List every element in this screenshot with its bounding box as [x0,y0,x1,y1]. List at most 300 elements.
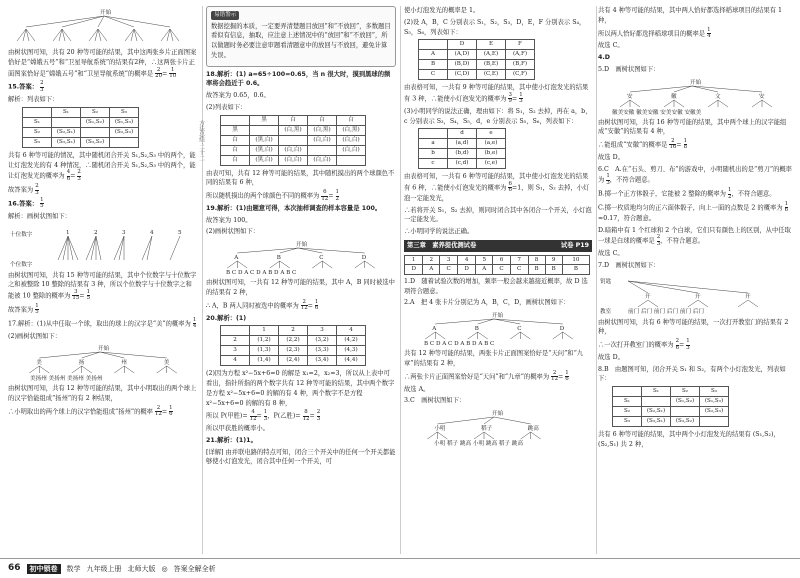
answer-6: 6.C A.在“石头、剪刀、布”的游戏中，小明随机出的是“剪刀”的概率为 [598,165,792,184]
tree-node-label: 跳高 [527,426,539,432]
tree-node-label: C [319,255,324,262]
table-cell: A [419,50,448,60]
table-cell: S₃ [613,417,642,427]
fraction: $\frac{1}{3}$ [606,173,610,186]
text: 共有 6 种等可能的结果，其中两个小灯泡发光的结果有 (S₁,S₂)，(S₂,S₁) 共 2 种， [598,431,780,448]
text: 故选 C。 [598,42,624,50]
table-cell: (3,3) [308,346,337,356]
text: 故选 D。 [598,153,624,161]
tree-node-label: C [517,326,522,333]
tree-node-label: 徽 [671,93,677,100]
text-p1: 由树状图可知，共有 20 种等可能的结果，其中这两张乡片正面图案恰好是“嫦娥五号”和“卫星导航系统”的结果有2种，∴这两张卡片正面图案恰好是“嫦娥五号”和“卫星导航系统”的概率是 [8,49,197,77]
tree-node-label: 美 [36,360,42,367]
table-cell [279,135,308,145]
answer-label: 答案全解全析 [173,564,216,573]
tree-node-label: D [559,326,565,333]
tree-branch [638,300,648,307]
text: (2)设 A，B，C 分别表示 S₁，S₂，S₃，D，E，F 分别表示 S₄，S₅，S₆，列表如下： [404,18,586,36]
table-cell: (S₃,S₂) [671,417,700,427]
table-cell: (S₁,S₃) [110,117,139,127]
tree-branch [478,332,488,339]
fraction: $\frac{1}{2}$ [335,189,339,202]
tree19-top: 开始 [296,242,308,249]
tree-branch [762,100,772,107]
table-cell: 4 [221,356,250,366]
tree-level2: 小明 稻子 跳高 小明 跳高 稻子 跳高 [434,441,523,447]
text: 所以随机摸出的两个球颜色不同的概率为 [206,192,320,200]
tree-branch [62,16,104,27]
tree-branch [692,86,762,92]
table-cell: 5 [476,255,493,265]
table-cell: B [545,265,562,275]
tree-branch [170,236,180,260]
table-cell: (1,4) [250,356,279,366]
table-cell: (白,白) [337,145,366,155]
table-cell: (S₂,S₃) [110,127,139,137]
table-cell: (B,E) [477,60,506,70]
fraction: $\frac{3}{15}$ [72,289,80,302]
tree-branch [435,332,445,339]
tree-branch [664,100,674,107]
table-cell: (白,白) [308,155,337,165]
table-cell: 2 [423,255,440,265]
table-cell: 9 [545,255,562,265]
table-cell: S₁ [613,397,642,407]
table-row [613,387,729,397]
tree-branch [157,366,167,373]
tree-diagram-c4-5 [598,77,792,117]
fraction: $\frac{2}{6}$ [675,338,680,351]
column-3: 使小灯泡发光的概率是 1。 (2)设 A，B，C 分别表示 S₁，S₂，S₃，D，E，F 分别表示 S₄，S₅，S₆，列表如下： D E F A (A,D) (A,E) (A,F) B (B,D) (B,E) (B,F) C (C,D) (C,E) (C,F) 由表格可知，一共有 9 种等可能的结果，其中使小灯泡发光的结果有 3 种，∴能使小灯泡发光的概率为 $\frac{3}{9}$ = $\frac{1}{3}$ (3)小明同学的说法正确，理由如下：将 S₁，S₂ 去掉，再在 a，b，c 分别表示 S₃，S₄，S₅，d，e 分别表示 S₅，S₆，列表如下： d e a (a,d) (a,e) b (b,d) (b,e) c (c,d) (c,e) 由表格可知，一共有 6 种等可能的结果，其中使小灯泡发光的结果有 6 种，∴能使小灯泡发光的概率为 $\frac{6}{6}$ =1，则 S₁，S₂ 去掉，小灯泡一定能发光， ∴若将开关 S₁，S₂ 去掉，则同时闭合其中各闭合一个开关，小灯泡一定能发光。 ∴小明同学的说法正确。 第三章 素养提优测试卷 试卷 P19 1 2 3 4 5 6 7 8 9 10 D A C D A C C B B B 1.D 随着试验次数的增加，频率一般会越来越接近概率，故 D 选项符合题意。 2.A 把 4 张卡片分别记为 A，B，C，D，画树状图如下： 开始 A B C D B C D A C D A B D A B C 共有 12 种等可能的结果，两张卡片正面图案恰好是“天问”和“九章”的结果有 2 种， ∴两张卡片正面图案恰好是“天问”和“九章”的概率为 $\frac{2}{12}$ = $\frac{1}{6}$ 故选 A。 3.C 画树状图如下： 开始 小明 稻子 跳高 小明 稻子 跳高 小明 跳高 稻子 跳高 [404,7,592,447]
tree-branch [484,432,494,439]
fraction: $\frac{1}{5}$ [40,197,44,210]
column-divider [400,6,401,554]
table-cell: D [405,265,423,275]
text: D.暗箱中有 1 个红球和 2 个白球，它们只有颜色上的区别，从中任取一球是白球的概率是 [598,226,791,245]
tree-top: 开始 [690,79,702,86]
tree-node-label: 安 [627,93,633,100]
table-cell [419,40,448,50]
tree-node-label: 小明 [434,426,446,432]
column-2: 易错警示 数据挖掘的本质，一定要弄清楚题目放回“和“不放回”，多数题目看似有信息，抽取，应注意上述情况中的“放回”和“不放回”，所以做题时务必要注意审题看清题意中的放回与不放回，避免计算失误。 18.解析：(1) a=65÷100=0.65，当 n 很大时，摸到黑球的频率将会趋近于 0.6。 故答案为 0.65，0.6。 (2)列表如下： 黑 白 白 白 黑 (白,黑) (白,黑) (白,黑) 白 (黑,白) (白,白) (白,白) 白 (黑,白) (白,白) (白,白) 白 (黑,白) (白,白) (白,白) 由表可知，共有 12 种等可能的结果，其中随机摸出的两个球颜色不同的结果有 6 种， 所以随机摸出的两个球颜色不同的概率为 $\frac{6}{12}$ = $\frac{1}{2}$ 19.解析：(1)由题意可得，本次抽样调查的样本容量是 100。 故答案为 100。 (2)画树状图如下： 开始 A B C D B C D A C D A B D A B C 由树状图可知，一共有 12 种等可能的结果，其中 A，B 同时被选中的结果有 2 种， ∴ A，B 两人同时被选中的概率为 $\frac{2}{12}$ = $\frac{1}{6}$ 20.解析：(1) 1 2 3 4 2 (1,2) (2,2) (3,2) (4,2) 3 (1,3) (2,3) (3,3) (4,3) 4 (1,4) (2,4) (3,4) (4,4) (2)因为方程 x²−5x+6=0 的解是 x₁=2，x₂=3，所以从上表中可看出，指针所指的两个数字共有 12 种等可能的结果，其中两个数字是方程 x²−5x+6=0 的解的有 4 种，两个数字不是方程 x²−5x+6=0 的解的有 8 种， 所以 P(甲胜)= $\frac{4}{12}$ = $\frac{1}{3}$ ，P(乙胜)= $\frac{8}{12}$ = $\frac{2}{3}$ 所以甲获胜的概率小。 21.解析：(1)1。 [详解] 由并联电路的特点可知，闭合三个开关中的任何一个开关都能够使小灯泡发光，闭合其中任何一个开关，可 [206,6,396,554]
tree16-ten-label: 十位数字 [10,231,33,238]
tree-branch [738,300,748,307]
table-cell: F [506,40,535,50]
table-cell: (白,白) [337,135,366,145]
q15-label: 15.答案： [8,83,39,91]
fraction: $\frac{3}{9}$ [508,92,512,105]
text: 所以甲获胜的概率小。 [206,425,269,433]
table-row [419,60,535,70]
column-4: 共有 4 种等可能的结果，其中两人恰好都选择稻球项目的结果有 1 种， 所以两人恰好都选择稻球项目的概率是 $\frac{1}{4}$ 故选 C。 4.D 5.D 画树状图如下： 开始 安 徽 文 安 徽美安徽 徽美安徽 安美安徽 安徽美 由树状图可知，共有 16 种等可能的结果，其中两个球上的汉字能组成“安徽”的结果有 4 种， ∴能组成“安徽”的概率是 $\frac{2}{16}$ = $\frac{1}{8}$ 故选 D。 6.C A.在“石头、剪刀、布”的游戏中，小明随机出的是“剪刀”的概率为 $\frac{1}{3}$ ，不符合题意。 B.掷一个正方体骰子，它能被 2 整除的概率为 $\frac{1}{2}$ ，不符合题意。 C.掷一枚质地均匀的正六面体骰子，向上一面的点数是 2 的概率为 $\frac{1}{6}$ ≈0.17，符合题意。 D.暗箱中有 1 个红球和 2 个白球，它们只有颜色上的区别，从中任取一球是白球的概率是 $\frac{2}{3}$ ，不符合题意。 故选 C。 7.D 画树状图如下： 钥匙 教室 开 开 开 前门 后门 前门 后门 前门 后门 由树状图可知，共有 6 种等可能的结果，一次打开教室门的结果有 2 种， ∴一次打开教室门的概率为 $\frac{2}{6}$ = $\frac{1}{3}$ 故选 D。 8.B 由题图可知，闭合开关 S₁ 和 S₂，有两个小灯泡发光，列表如下： S₁ S₂ S₃ S₁ (S₁,S₂) (S₁,S₃) S₂ (S₂,S₁) (S₂,S₃) S₃ (S₃,S₁) (S₃,S₂) 共有 6 种等可能的结果，其中两个小灯泡发光的结果有 (S₁,S₂)，(S₂,S₁) 共 2 种， [598,7,792,448]
fraction: $\frac{1}{2}$ [728,187,732,200]
table-row [221,155,366,165]
answer-5: 5.D 画树状图如下： [598,65,660,73]
table-row [419,50,535,60]
table-cell [23,107,52,117]
text: ∴若将开关 S₁，S₂ 去掉，则同时闭合其中各闭合一个开关，小灯泡一定能发光。 [404,206,592,224]
fraction: $\frac{2}{3}$ [77,169,81,182]
fraction: $\frac{1}{6}$ [565,369,569,383]
tree-branch [474,432,484,439]
table-cell: c [419,159,448,169]
subject: 数学 [66,564,81,573]
fraction: $\frac{2}{3}$ [35,183,39,196]
tree-top: 开始 [492,313,504,320]
fraction: $\frac{1}{4}$ [192,316,197,330]
fraction: $\frac{2}{12}$ [551,369,558,383]
tree-branch [26,16,104,27]
table-cell: E [477,40,506,50]
table-cell: 4 [337,326,366,336]
table-cell: d [448,129,477,139]
table-cell: (白,黑) [279,125,308,135]
table-row [221,356,366,366]
tree-branch [510,332,520,339]
table-cell: (C,E) [477,70,506,80]
table-cell: (C,D) [448,70,477,80]
text: 由树状图可知，共有 6 种等可能的结果，一次打开教室门的结果有 2 种， [598,318,789,336]
tree-diagram-14 [8,7,198,47]
table-cell: 1 [250,326,279,336]
tree-branch [280,261,290,268]
tree-branch [748,300,758,307]
table-cell: (c,d) [448,159,477,169]
table-cell: 白 [221,155,250,165]
tree-branch [119,236,124,260]
table-cell: (2,4) [279,356,308,366]
tree-branch [365,261,375,268]
tree-branch [68,236,73,260]
q18-text: 18.解析：(1) a=65÷100=0.65，当 n 很大时，摸到黑球的频率将会趋近于 0.6。 [206,70,391,88]
text: B.掷一个正方体骰子，它能被 2 整除的概率为 [598,190,726,198]
tree-branch [68,236,78,260]
table-row [221,336,366,346]
page-footer [0,558,800,578]
table-row [221,346,366,356]
table-cell: 黑 [221,125,250,135]
table-cell: (3,4) [308,356,337,366]
q16-analysis: 解析：画树状图如下： [8,212,71,220]
table-cell: 8 [528,255,545,265]
answer-1: 1.D 随着试验次数的增加，频率一般会越来越接近概率，故 D 选项符合题意。 [404,277,588,295]
tree7-level2: 前门 后门 前门 后门 前门 后门 [628,308,705,315]
tree-node-label: 开 [695,293,701,300]
tree-top: 开始 [492,411,504,417]
table-cell: (S₃,S₁) [642,417,671,427]
tree17-top: 开始 [98,346,110,353]
tree-branch [227,261,237,268]
text-p15: 共有 6 种等可能的情况，其中随机闭合开关 S₁,S₂,S₃ 中的两个，能让灯泡发光的有 4 种情况，∴随机闭合开关 S₁,S₂,S₃ 中的两个，能让灯泡发光的概率为 [8,151,196,180]
table-cell: (2,2) [279,336,308,346]
table-cell: (白,白) [279,145,308,155]
tree-branch [104,16,170,27]
table-cell: (4,4) [337,356,366,366]
tree-branch [167,366,177,373]
tree-branch [553,332,563,339]
table-cell: 3 [221,346,250,356]
fraction: $\frac{1}{5}$ [35,302,39,316]
table-cell: A [476,265,493,275]
text: C.掷一枚质地均匀的正六面体骰子，向上一面的点数是 2 的概率为 [598,204,783,212]
table-cell: (2,3) [279,346,308,356]
tree7-key-label: 钥匙 [600,278,612,285]
table-q18 [220,115,366,166]
text: ∴两张卡片正面图案恰好是“天问”和“九章”的概率为 [404,373,550,381]
tree-branch [355,261,365,268]
table-row [405,265,590,275]
text: ∴ A，B 两人同时被选中的概率为 [206,302,299,310]
table-cell: 4 [457,255,475,265]
tree-diagram-17 [8,343,198,383]
table-cell: 白 [337,115,366,125]
table-cell: (b,e) [477,149,506,159]
text: 由表格可知，一共有 6 种等可能的结果，其中使小灯泡发光的结果有 6 种，∴能使小灯泡发光的概率为 [404,173,589,192]
text: 故选 A。 [404,385,430,393]
table-cell: C [510,265,528,275]
table-cell: S₁ [642,387,671,397]
table-row [221,326,366,336]
table-cell: 7 [510,255,528,265]
text: 故选 C。 [598,250,624,258]
answer-7: 7.D 画树状图如下： [598,261,660,269]
table-cell: S₁ [23,117,52,127]
tree-branch [674,100,684,107]
answer-2: 2.A 把 4 张卡片分别记为 A，B，C，D，画树状图如下： [404,299,570,307]
table-cell: C [419,70,448,80]
fraction: $\frac{1}{3}$ [519,92,523,105]
text: 共有 12 种等可能的结果，两张卡片正面图案恰好是“天问”和“九章”的结果有 2 种， [404,350,584,367]
tree-branch [298,248,365,253]
table-cell: 6 [493,255,511,265]
table-cell: (S₁,S₃) [700,397,729,407]
table-cell: (S₁,S₂) [81,117,110,127]
table-cell [52,117,81,127]
tree-node-label: 美 [163,360,170,367]
table-c3-1 [418,39,535,80]
table-row [419,139,506,149]
table-cell: D [448,40,477,50]
fraction: $\frac{2}{16}$ [669,138,677,151]
table-q20 [220,325,366,366]
tree-branch [96,236,101,260]
table-row [221,145,366,155]
page-number: 66 [8,563,21,574]
text-p19: 由树状图可知，一共有 12 种等可能的结果，其中 A，B 同时被选中的结果有 2 种， [206,279,395,296]
table-cell: (S₃,S₁) [52,137,81,147]
fraction: $\frac{1}{6}$ [784,201,789,214]
table-cell: (白,黑) [337,125,366,135]
tree-branch [237,261,247,268]
q15-analysis: 解析：列表如下： [8,96,59,104]
answer-4: 4.D [598,54,611,62]
section-header [404,240,592,252]
tree-branch [718,100,728,107]
text: ∴一次打开教室门的概率为 [598,341,674,349]
answer-icon: ◎ [161,564,168,573]
tree-node-label: 安 [759,93,765,100]
text: (2)列表如下： [206,103,247,111]
edition: 北师大版 [127,564,156,573]
tree-branch [620,100,630,107]
table-cell: (黑,白) [250,155,279,165]
table-c3-2 [418,128,506,169]
table-cell: (4,2) [337,336,366,346]
tree-node-label: 开 [645,293,651,300]
table-cell: 白 [221,135,250,145]
table-row [23,107,139,117]
table-cell: (B,F) [506,60,535,70]
table-row [23,117,139,127]
text: [详解] 由并联电路的特点可知，闭合三个开关中的任何一个开关都能够使小灯泡发光，闭合其中任何一个开关，可 [206,448,396,466]
text: 故答案为 [8,186,34,194]
tree-node-label: 扬 [78,360,85,367]
tree-node-label: 2 [94,229,98,236]
table-cell: (B,D) [448,60,477,70]
table-row [405,255,590,265]
tree-branch [98,16,104,27]
answer-8: 8.B 由题图可知，闭合开关 S₁ 和 S₂，有两个小灯泡发光，列表如下： [598,365,786,383]
fraction: $\frac{4}{12}$ [249,409,257,422]
table-cell: S₃ [700,387,729,397]
text: (3)小明同学的说法正确，理由如下：将 S₁，S₂ 去掉，再在 a，b，c 分别表示 S₃，S₄，S₅，d，e 分别表示 S₅，S₆，列表如下： [404,107,592,125]
column-divider [202,6,203,554]
table-cell [700,417,729,427]
table-cell: 黑 [250,115,279,125]
table-cell: (a,d) [448,139,477,149]
tree-branch [124,366,134,373]
fraction: $\frac{1}{4}$ [707,26,711,39]
tree-branch [425,332,435,339]
table-cell: B [419,60,448,70]
table-cell: D [457,265,475,275]
table-cell: S₃ [23,137,52,147]
tree19-level2: B C D A C D A B D A B C [226,270,297,277]
table-row [23,127,139,137]
text: 所以两人恰好都选择稻球项目的概率是 [598,29,706,37]
fraction: $\frac{6}{6}$ [508,181,512,194]
text: 由表格可知，一共有 9 种等可能的结果，其中使小灯泡发光的结果有 3 种，∴能使小灯泡发光的概率为 [404,84,589,103]
fraction: $\frac{1}{5}$ [86,289,90,302]
text: 共有 4 种等可能的结果，其中两人恰好都选择稻球项目的结果有 1 种， [598,7,783,24]
q20-text: 20.解析：(1) [206,314,247,322]
table-row [221,115,366,125]
side-label: 方法总结·二十二 [198,120,204,161]
text: ∴能组成“安徽”的概率是 [598,141,668,149]
tree-diagram-c3-3 [404,408,592,448]
tree-diagram-19 [206,239,396,277]
table-cell: (3,2) [308,336,337,346]
tree-node-label: 州 [121,360,127,367]
fraction: $\frac{2}{12}$ [300,298,308,312]
column-divider [596,6,597,554]
table-row [419,129,506,139]
tree-branch [114,236,124,260]
answer-table [404,255,590,275]
fraction: $\frac{2}{3}$ [40,80,44,93]
table-cell: (白,白) [279,155,308,165]
text: 由树状图可知，共有 16 种等可能的结果，其中两个球上的汉字能组成“安徽”的结果有 4 种， [598,118,787,136]
brand-logo: 初中锁卷 [27,564,61,575]
table-cell: S₃ [110,107,139,117]
table-q15 [22,107,139,148]
table-cell: 1 [405,255,423,265]
table-cell [337,155,366,165]
table-cell: (1,2) [250,336,279,346]
table-cell: (黑,白) [250,145,279,155]
text: (2)画树状图如下： [206,228,259,236]
table-cell: (A,D) [448,50,477,60]
table-cell [81,127,110,137]
fraction: $\frac{4}{6}$ [66,169,71,182]
tree-branch [494,417,531,424]
section-title: 第三章 素养提优测试卷 [407,241,477,249]
table-cell: (S₃,S₂) [81,137,110,147]
tree-node-label: 1 [66,229,70,236]
tree-branch [29,366,39,373]
tree-branch [86,236,96,260]
table-cell: (A,E) [477,50,506,60]
fraction: $\frac{1}{6}$ [314,298,319,312]
table-cell [671,407,700,417]
table-cell: (S₂,S₁) [52,127,81,137]
table-cell: (1,3) [250,346,279,356]
table-cell [221,326,250,336]
tree-node-label: A [432,326,437,333]
table-cell: 白 [308,115,337,125]
table-cell [419,129,448,139]
table-cell [613,387,642,397]
tree-node-label: D [361,255,367,262]
q17b-text: (2)画树状图如下： [8,332,61,340]
tree-branch [427,432,437,439]
fraction: $\frac{1}{10}$ [169,66,177,79]
text-p20: (2)因为方程 x²−5x+6=0 的解是 x₁=2，x₂=3，所以从上表中可看出，指针所指的两个数字共有 12 种等可能的结果，其中两个数字是方程 x²−5x+6=0 的解的有 4 种，两个数字不是方程 x²−5x+6=0 的解的有 8 种， [206,370,395,407]
table-row [23,137,139,147]
table-cell: (c,e) [477,159,506,169]
fraction: $\frac{6}{12}$ [321,189,329,202]
table-cell: C [440,265,458,275]
table-cell [642,397,671,407]
table-cell: S₂ [23,127,52,137]
text: 使小灯泡发光的概率是 1。 [404,7,480,14]
tree-node-label: 4 [150,229,154,236]
tree-branch [322,261,332,268]
table-cell: a [419,139,448,149]
table-cell: B [562,265,589,275]
table-cell: 3 [440,255,458,265]
answer-3: 3.C 画树状图如下： [404,397,466,405]
tree-branch [437,432,447,439]
table-cell: (4,3) [337,346,366,356]
table-cell: (S₂,S₃) [700,407,729,417]
table-cell: (白,白) [308,135,337,145]
table-row [613,407,729,417]
tree-branch [147,236,152,260]
fraction: $\frac{1}{3}$ [263,409,268,422]
tree-branch [58,236,68,260]
table-cell: 3 [308,326,337,336]
table-cell: 2 [279,326,308,336]
table-cell: (黑,白) [250,135,279,145]
tree-node-label: 开 [745,293,751,300]
tree-branch [82,366,92,373]
tree-branch [752,100,762,107]
text: ∴小明同学的说法正确。 [404,228,474,236]
table-cell: (A,F) [506,50,535,60]
table-cell: S₂ [613,407,642,417]
tree-diagram-c4-7 [598,273,792,317]
